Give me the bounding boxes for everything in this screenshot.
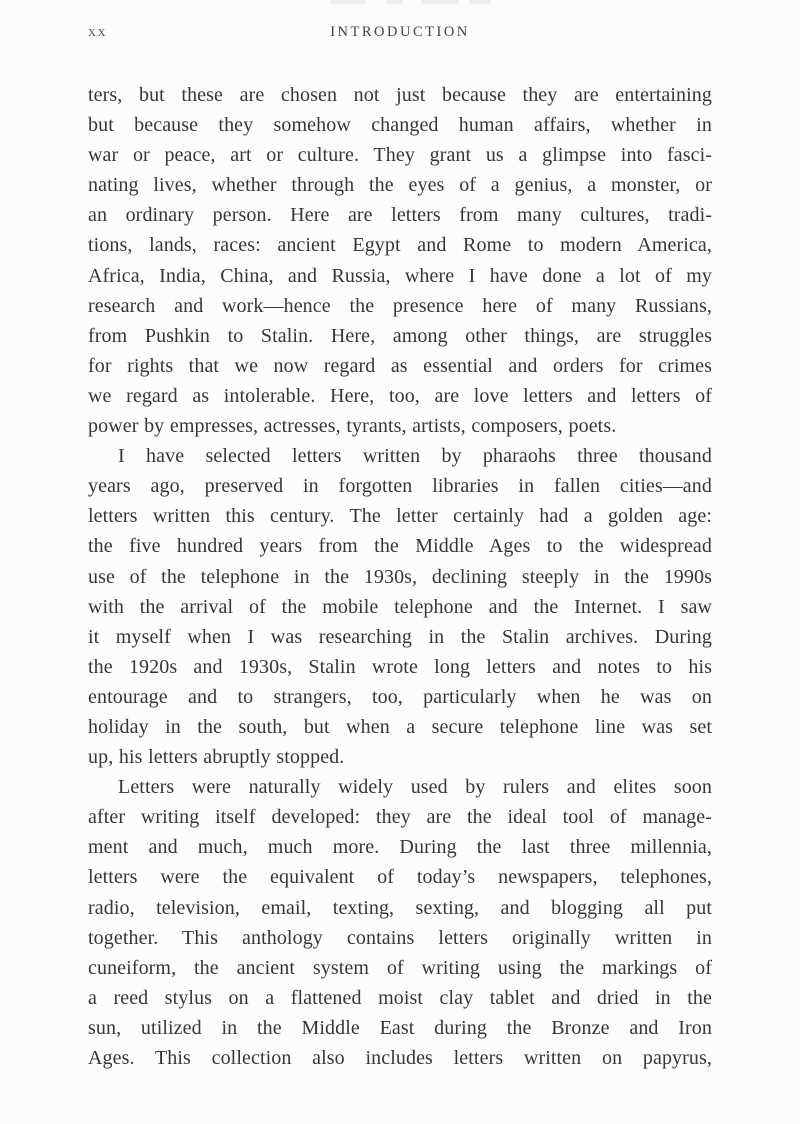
text-line: nating lives, whether through the eyes of a genius, a monster, or: [88, 174, 712, 197]
text-line: an ordinary person. Here are letters from many cultures, tradi-: [88, 204, 712, 227]
text-line: up, his letters abruptly stopped.: [88, 746, 345, 769]
text-line: with the arrival of the mobile telephone and the Internet. I saw: [88, 595, 712, 618]
text-line: the 1920s and 1930s, Stalin wrote long letters and notes to his: [88, 655, 712, 678]
text-line: Africa, India, China, and Russia, where I have done a lot of my: [88, 264, 712, 287]
running-head: INTRODUCTION: [330, 24, 470, 40]
text-line: it myself when I was researching in the Stalin archives. During: [88, 625, 712, 648]
text-line: ment and much, much more. During the last three millennia,: [88, 836, 712, 859]
text-line: after writing itself developed: they are the ideal tool of manage-: [88, 806, 712, 829]
text-line: together. This anthology contains letters originally written in: [88, 926, 712, 949]
text-line: we regard as intolerable. Here, too, are love letters and letters of: [88, 384, 712, 407]
text-line: research and work—hence the presence here of many Russians,: [88, 294, 712, 317]
body-text: [88, 80, 712, 1073]
text-line: for rights that we now regard as essential and orders for crimes: [88, 354, 712, 377]
page-number: xx: [88, 24, 107, 40]
text-line: from Pushkin to Stalin. Here, among other things, are struggles: [88, 324, 712, 347]
text-line: use of the telephone in the 1930s, declining steeply in the 1990s: [88, 565, 712, 588]
paragraph: [88, 772, 712, 1073]
text-line: cuneiform, the ancient system of writing using the markings of: [88, 956, 712, 979]
text-line: holiday in the south, but when a secure telephone line was set: [88, 715, 712, 738]
text-line: Letters were naturally widely used by rulers and elites soon: [118, 776, 712, 799]
text-line: but because they somehow changed human affairs, whether in: [88, 114, 712, 137]
text-line: I have selected letters written by pharaohs three thousand: [118, 445, 712, 468]
text-line: letters were the equivalent of today’s newspapers, telephones,: [88, 866, 712, 889]
text-line: years ago, preserved in forgotten libraries in fallen cities—and: [88, 475, 712, 498]
text-line: the five hundred years from the Middle Ages to the widespread: [88, 535, 712, 558]
text-line: entourage and to strangers, too, particularly when he was on: [88, 685, 712, 708]
page-header: [88, 0, 712, 40]
paragraph: [88, 80, 712, 441]
text-line: power by empresses, actresses, tyrants, artists, composers, poets.: [88, 415, 617, 438]
text-line: sun, utilized in the Middle East during the Bronze and Iron: [88, 1016, 712, 1039]
text-line: radio, television, email, texting, sexting, and blogging all put: [88, 896, 712, 919]
text-line: war or peace, art or culture. They grant us a glimpse into fasci-: [88, 144, 712, 167]
text-line: letters written this century. The letter certainly had a golden age:: [88, 505, 712, 528]
text-line: ters, but these are chosen not just because they are entertaining: [88, 84, 712, 106]
text-line: tions, lands, races: ancient Egypt and Rome to modern America,: [88, 234, 712, 257]
text-line: a reed stylus on a flattened moist clay tablet and dried in the: [88, 986, 712, 1009]
paragraph: [88, 441, 712, 772]
text-line: Ages. This collection also includes letters written on papyrus,: [88, 1047, 712, 1069]
